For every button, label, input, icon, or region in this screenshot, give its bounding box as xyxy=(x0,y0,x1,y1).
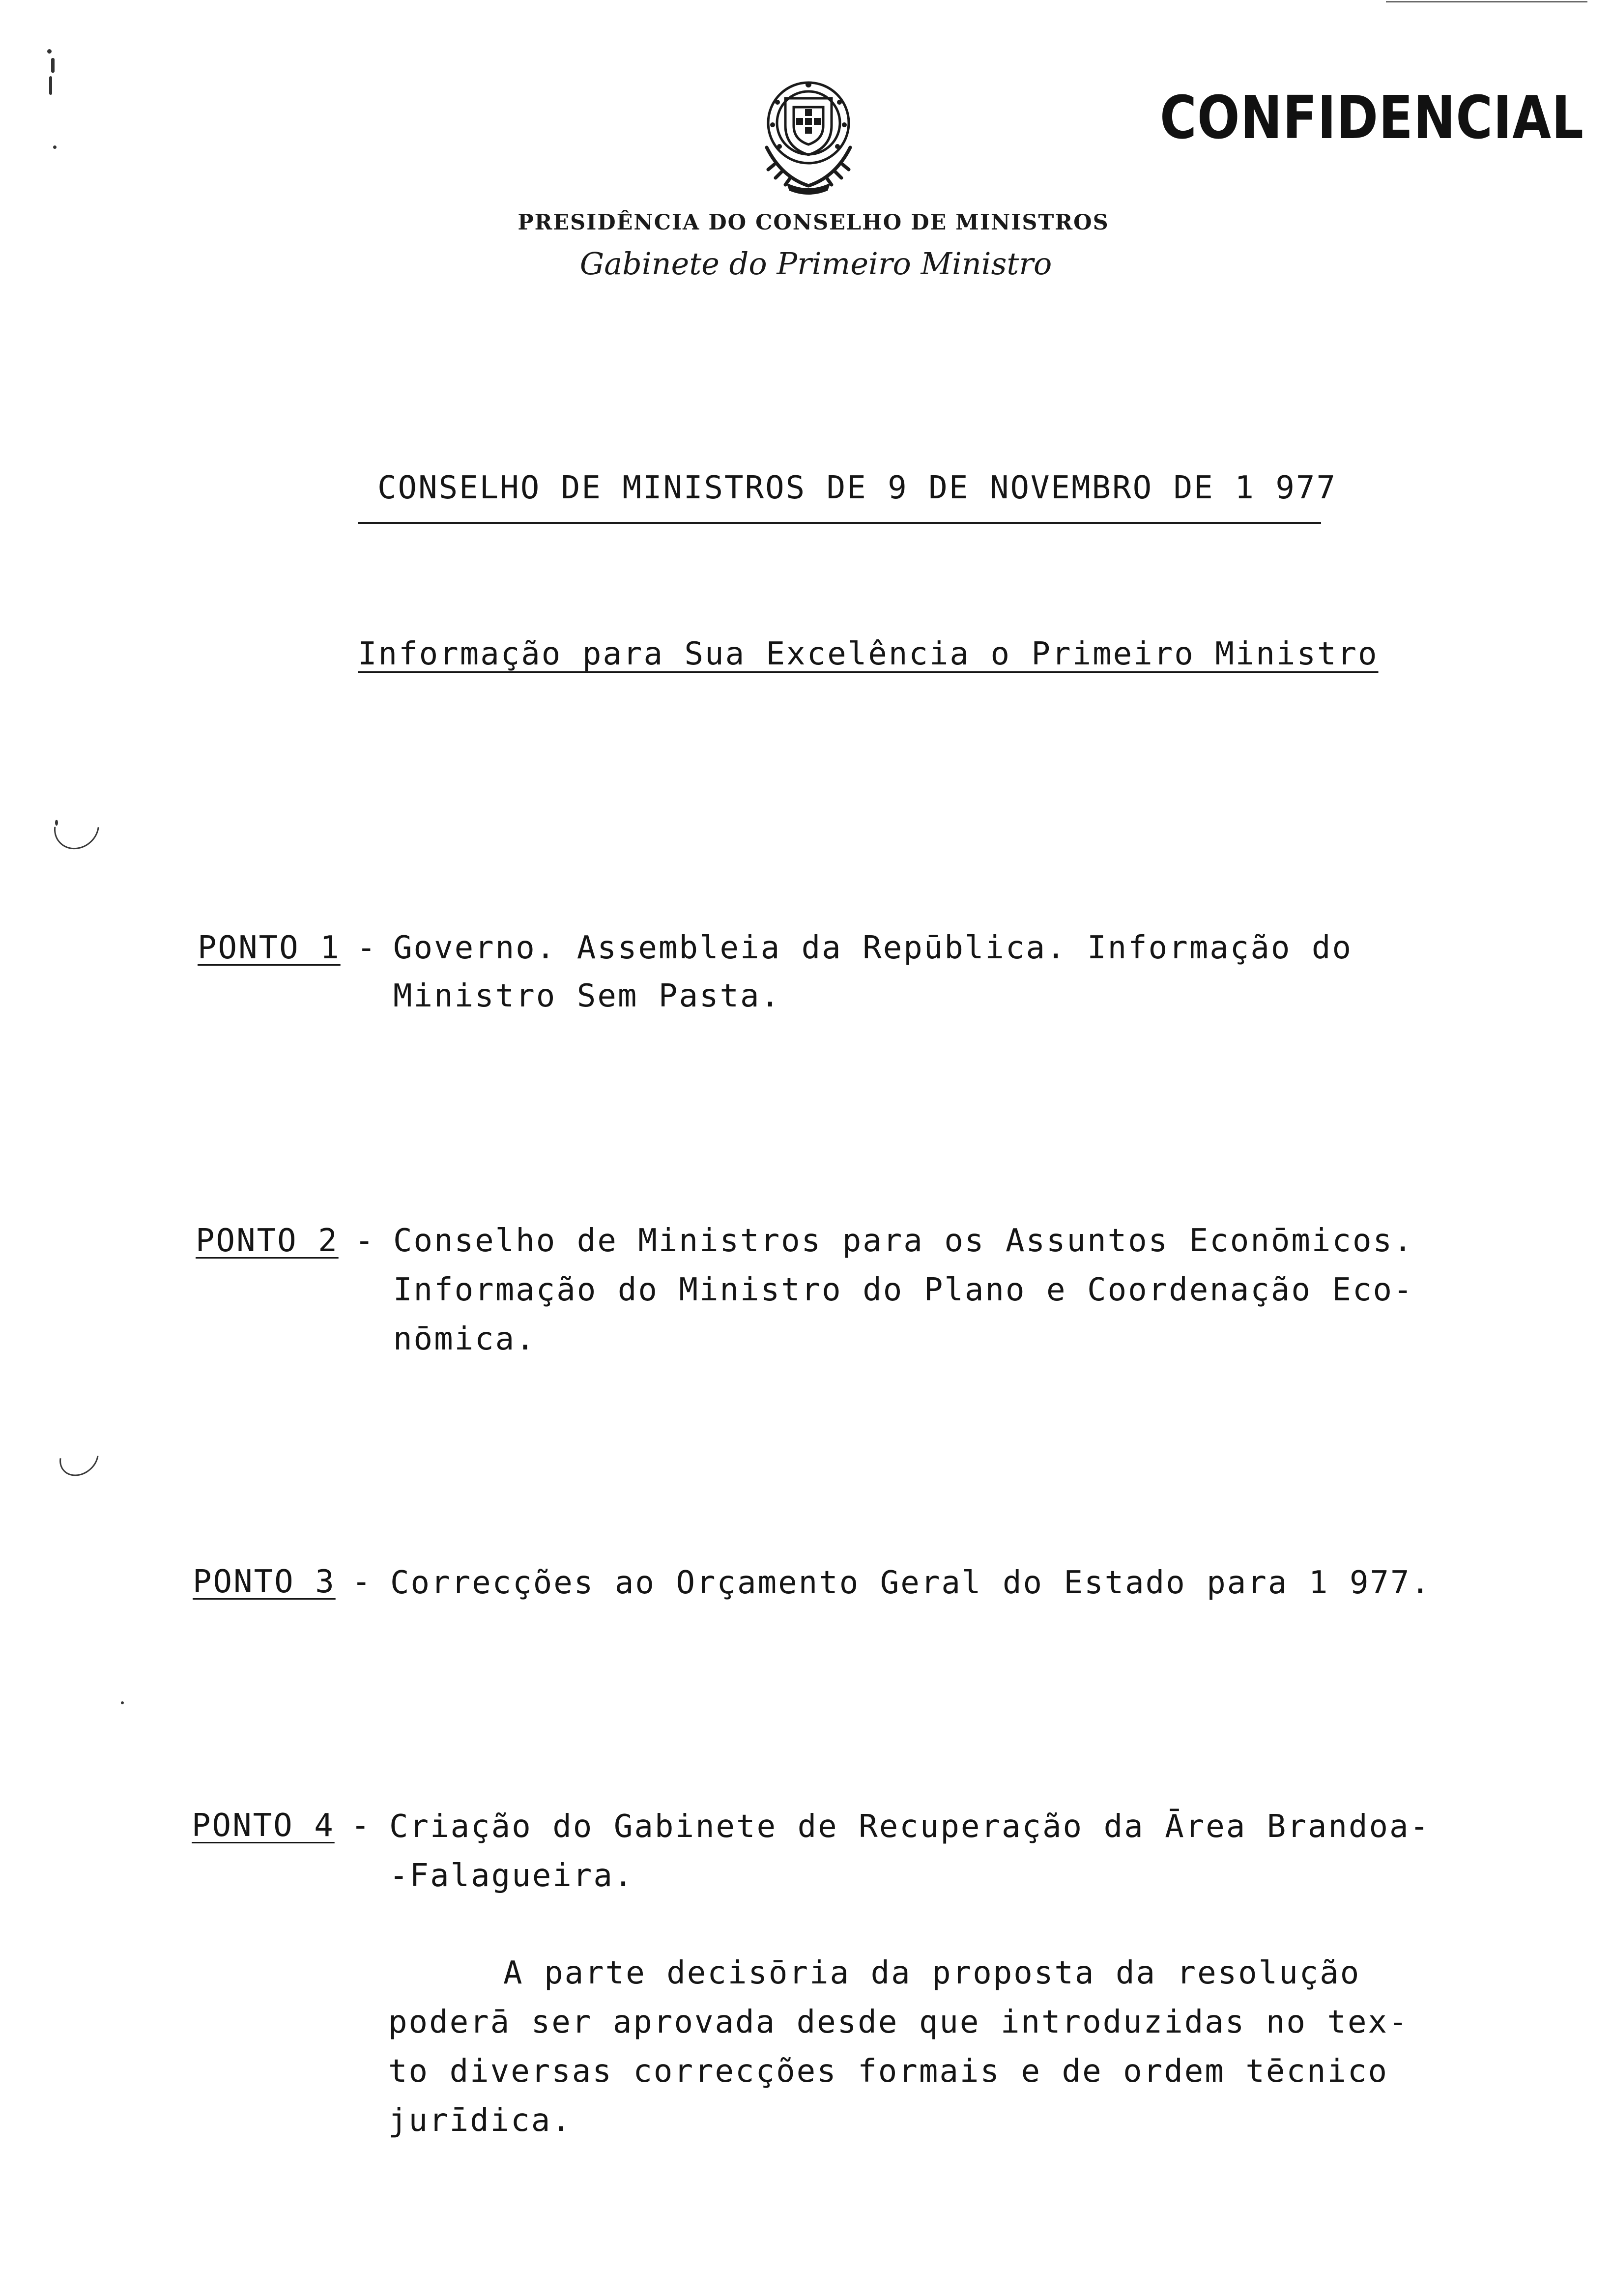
cabinet-header: Gabinete do Primeiro Ministro xyxy=(579,246,1052,282)
top-edge-line xyxy=(1386,1,1587,2)
agenda-item-dash: - xyxy=(355,1223,375,1259)
document-subtitle: Informação para Sua Excelência o Primeiro Ministro xyxy=(358,636,1379,672)
agenda-item-text-line: Correcções ao Orçamento Geral do Estado para 1 977. xyxy=(390,1565,1432,1601)
classification-stamp: CONFIDENCIAL xyxy=(1160,84,1584,153)
decision-note-line: poderā ser aprovada desde que introduzidas no tex- xyxy=(388,2004,1409,2040)
coat-of-arms-emblem xyxy=(747,74,870,197)
scan-speck xyxy=(49,76,52,95)
scan-mark xyxy=(52,1431,107,1484)
agenda-item-text-line: Conselho de Ministros para os Assuntos Econōmicos. xyxy=(393,1223,1414,1259)
agenda-item-text-line: Informação do Ministro do Plano e Coordenação Eco- xyxy=(393,1272,1414,1308)
agenda-item-label: PONTO 1 xyxy=(198,930,341,966)
decision-note-line: to diversas correcções formais e de ordem tēcnico xyxy=(388,2053,1389,2090)
decision-note-line: A parte decisōria da proposta da resolução xyxy=(503,1955,1361,1991)
agenda-item-label: PONTO 4 xyxy=(192,1808,335,1844)
agenda-item-text-line: -Falagueira. xyxy=(389,1858,634,1894)
presidency-header: PRESIDÊNCIA DO CONSELHO DE MINISTROS xyxy=(518,210,1109,235)
scan-speck xyxy=(121,1701,124,1704)
scan-mark xyxy=(45,796,109,859)
agenda-item-text-line: Criação do Gabinete de Recuperação da Ārea Brandoa- xyxy=(389,1808,1431,1845)
agenda-item-dash: - xyxy=(352,1564,373,1600)
scan-speck xyxy=(53,145,57,149)
agenda-item-text-line: Ministro Sem Pasta. xyxy=(393,978,781,1014)
decision-note-line: jurīdica. xyxy=(388,2102,572,2139)
scan-speck xyxy=(47,49,52,54)
agenda-item-text-line: nōmica. xyxy=(393,1321,536,1357)
agenda-item-label: PONTO 3 xyxy=(193,1564,336,1600)
agenda-item-dash: - xyxy=(357,930,377,966)
agenda-item-dash: - xyxy=(351,1808,372,1844)
scan-speck xyxy=(51,58,55,73)
agenda-item-label: PONTO 2 xyxy=(196,1223,339,1259)
agenda-item-text-line: Governo. Assembleia da Repūblica. Informação do xyxy=(393,930,1353,966)
title-rule xyxy=(358,522,1321,524)
meeting-title: CONSELHO DE MINISTROS DE 9 DE NOVEMBRO DE 1 977 xyxy=(377,470,1337,506)
